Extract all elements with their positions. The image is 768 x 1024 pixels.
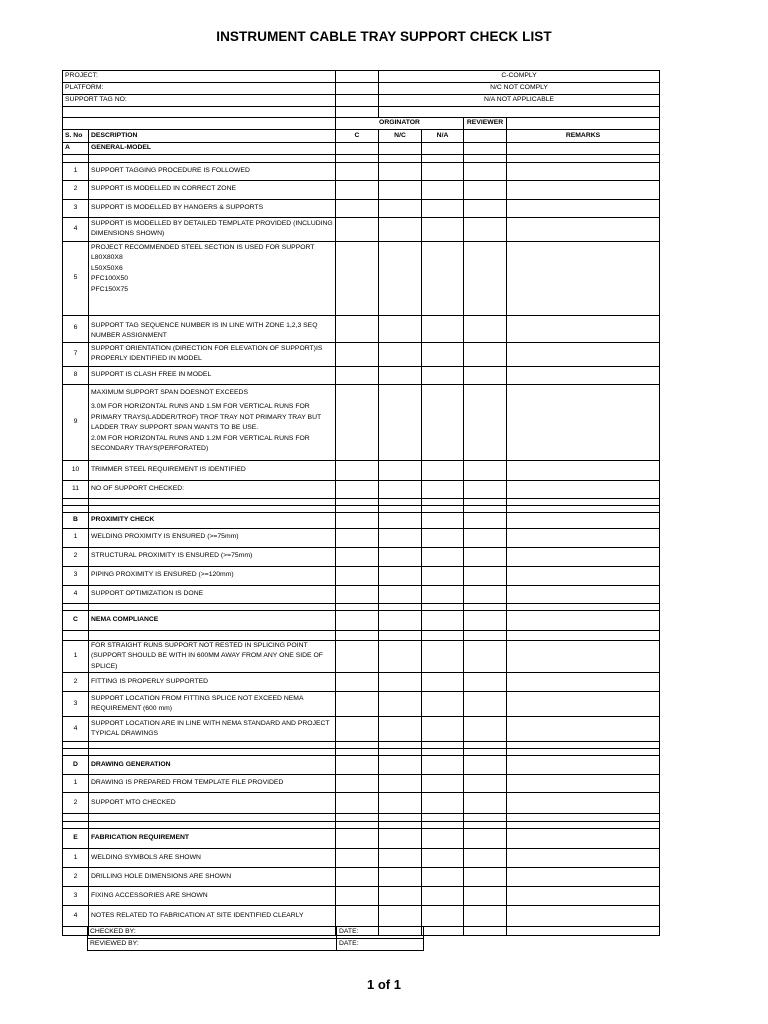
check-cell-nc[interactable] (379, 585, 422, 603)
remarks-cell[interactable] (507, 241, 660, 315)
reviewer-cell[interactable] (464, 315, 507, 342)
page-title: INSTRUMENT CABLE TRAY SUPPORT CHECK LIST (216, 29, 552, 44)
item-description: NO OF SUPPORT CHECKED: (89, 480, 336, 498)
check-cell-c[interactable] (336, 528, 379, 547)
check-cell-nc[interactable] (379, 547, 422, 566)
check-cell-na[interactable] (422, 217, 464, 241)
check-cell-na[interactable] (422, 315, 464, 342)
reviewer-cell[interactable] (464, 868, 507, 887)
col-sno-header: S. No (63, 130, 89, 143)
reviewer-cell[interactable] (464, 692, 507, 717)
col-na-header: N/A (422, 130, 464, 143)
legend-comply: C-COMPLY (379, 71, 660, 83)
item-description: SUPPORT LOCATION ARE IN LINE WITH NEMA STANDARD AND PROJECT TYPICAL DRAWINGS (89, 717, 336, 742)
table-row: 4 SUPPORT LOCATION ARE IN LINE WITH NEMA STANDARD AND PROJECT TYPICAL DRAWINGS (63, 717, 660, 742)
check-cell-na[interactable] (422, 480, 464, 498)
check-cell-c[interactable] (336, 199, 379, 217)
check-cell-nc[interactable] (379, 640, 422, 673)
page-number: 1 of 1 (367, 977, 401, 992)
support-tag-label: SUPPORT TAG NO: (63, 95, 336, 107)
section-header-c (63, 610, 660, 630)
item-description: FIXING ACCESSORIES ARE SHOWN (89, 887, 336, 906)
check-cell-na[interactable] (422, 366, 464, 384)
table-row: 1 WELDING PROXIMITY IS ENSURED (>=75mm) (63, 528, 660, 547)
span-limit-secondary: 2.0M FOR HORIZONTAL RUNS AND 1.2M FOR VERTICAL RUNS FOR SECONDARY TRAYS(PERFORATED) (91, 434, 310, 452)
item-description: SUPPORT IS MODELLED BY HANGERS & SUPPORTS (89, 199, 336, 217)
check-cell-nc[interactable] (379, 342, 422, 366)
remarks-cell[interactable] (507, 673, 660, 692)
item-description: SUPPORT IS CLASH FREE IN MODEL (89, 366, 336, 384)
item-description: SUPPORT IS MODELLED BY DETAILED TEMPLATE PROVIDED (INCLUDING DIMENSIONS SHOWN) (89, 217, 336, 241)
reviewer-cell[interactable] (464, 162, 507, 180)
remarks-cell[interactable] (507, 717, 660, 742)
section-title: NEMA COMPLIANCE (89, 610, 336, 630)
originator-header: ORGINATOR (336, 118, 464, 130)
check-cell-nc[interactable] (379, 775, 422, 793)
table-row: 6 SUPPORT TAG SEQUENCE NUMBER IS IN LINE WITH ZONE 1,2,3 SEQ NUMBER ASSIGNMENT (63, 315, 660, 342)
item-description: SUPPORT OPTIMIZATION IS DONE (89, 585, 336, 603)
check-cell-na[interactable] (422, 692, 464, 717)
item-description: WELDING SYMBOLS ARE SHOWN (89, 849, 336, 868)
span-limit-primary: 3.0M FOR HORIZONTAL RUNS AND 1.5M FOR VERTICAL RUNS FOR PRIMARY TRAYS(LADDER/TROF) TROF TRAY NOT PRIMARY TRAY BUT LADDER TRAY SUPPORT SPAN WANTS TO BE USE. (91, 403, 322, 431)
check-cell-c[interactable] (336, 241, 379, 315)
item-description: MAXIMUM SUPPORT SPAN DOESNOT EXCEEDS 3.0M FOR HORIZONTAL RUNS AND 1.5M FOR VERTICAL RUNS FOR PRIMARY TRAYS(LADDER/TROF) TROF TRAY NOT PRIMARY TRAY BUT LADDER TRAY SUPPORT SPAN WANTS TO BE USE. 2.0M FOR HORIZONTAL RUNS AND 1.2M FOR VERTICAL RUNS FOR SECONDARY TRAYS(PERFORATED) (89, 384, 336, 460)
reviewer-cell[interactable] (464, 673, 507, 692)
steel-section-item: PFC100X50 (91, 275, 129, 282)
remarks-cell[interactable] (507, 199, 660, 217)
check-cell-na[interactable] (422, 868, 464, 887)
check-cell-nc[interactable] (379, 673, 422, 692)
section-header-d (63, 756, 660, 775)
item-description: SUPPORT IS MODELLED IN CORRECT ZONE (89, 180, 336, 199)
reviewer-cell[interactable] (464, 460, 507, 480)
reviewer-cell[interactable] (464, 480, 507, 498)
section-letter: D (63, 756, 89, 775)
section-letter: E (63, 829, 89, 849)
col-nc-header: N/C (379, 130, 422, 143)
table-row: 9 MAXIMUM SUPPORT SPAN DOESNOT EXCEEDS 3.0M FOR HORIZONTAL RUNS AND 1.5M FOR VERTICAL RUNS FOR PRIMARY TRAYS(LADDER/TROF) TROF TRAY NOT PRIMARY TRAY BUT LADDER TRAY SUPPORT SPAN WANTS TO BE USE. 2.0M FOR HORIZONTAL RUNS AND 1.2M FOR VERTICAL RUNS FOR SECONDARY TRAYS(PERFORATED) (63, 384, 660, 460)
section-header-e (63, 829, 660, 849)
section-letter: C (63, 610, 89, 630)
check-cell-na[interactable] (422, 180, 464, 199)
remarks-cell[interactable] (507, 640, 660, 673)
check-cell-c[interactable] (336, 775, 379, 793)
table-row: 1 WELDING SYMBOLS ARE SHOWN (63, 849, 660, 868)
check-cell-na[interactable] (422, 585, 464, 603)
check-cell-c[interactable] (336, 640, 379, 673)
item-description: SUPPORT ORIENTATION (DIRECTION FOR ELEVATION OF SUPPORT)IS PROPERLY IDENTIFIED IN MODEL (89, 342, 336, 366)
platform-value-cell[interactable] (336, 83, 379, 95)
check-cell-na[interactable] (422, 640, 464, 673)
table-row: 4 SUPPORT IS MODELLED BY DETAILED TEMPLATE PROVIDED (INCLUDING DIMENSIONS SHOWN) (63, 217, 660, 241)
table-row: 2 DRILLING HOLE DIMENSIONS ARE SHOWN (63, 868, 660, 887)
reviewer-cell[interactable] (464, 241, 507, 315)
check-cell-na[interactable] (422, 342, 464, 366)
check-cell-nc[interactable] (379, 180, 422, 199)
table-row: 7 SUPPORT ORIENTATION (DIRECTION FOR ELEVATION OF SUPPORT)IS PROPERLY IDENTIFIED IN MODEL (63, 342, 660, 366)
remarks-cell[interactable] (507, 162, 660, 180)
reviewer-cell[interactable] (464, 180, 507, 199)
col-description-header: DESCRIPTION (89, 130, 336, 143)
check-cell-nc[interactable] (379, 217, 422, 241)
table-row: 3 SUPPORT IS MODELLED BY HANGERS & SUPPORTS (63, 199, 660, 217)
table-row: 2 FITTING IS PROPERLY SUPPORTED (63, 673, 660, 692)
item-description: FITTING IS PROPERLY SUPPORTED (89, 673, 336, 692)
check-cell-na[interactable] (422, 241, 464, 315)
remarks-cell[interactable] (507, 906, 660, 927)
check-cell-c[interactable] (336, 162, 379, 180)
remarks-cell[interactable] (507, 460, 660, 480)
project-label: PROJECT: (63, 71, 336, 83)
check-cell-c[interactable] (336, 366, 379, 384)
reviewer-cell[interactable] (464, 547, 507, 566)
remarks-cell[interactable] (507, 342, 660, 366)
item-description: SUPPORT TAG SEQUENCE NUMBER IS IN LINE WITH ZONE 1,2,3 SEQ NUMBER ASSIGNMENT (89, 315, 336, 342)
check-cell-nc[interactable] (379, 566, 422, 585)
reviewer-header: REVIEWER (464, 118, 507, 130)
reviewed-by-label: REVIEWED BY: (88, 939, 337, 951)
remarks-cell[interactable] (507, 366, 660, 384)
check-cell-na[interactable] (422, 162, 464, 180)
remarks-cell[interactable] (507, 528, 660, 547)
reviewer-cell[interactable] (464, 775, 507, 793)
check-cell-nc[interactable] (379, 887, 422, 906)
table-row: 4 SUPPORT OPTIMIZATION IS DONE (63, 585, 660, 603)
checked-date-label: DATE: (337, 927, 424, 939)
reviewer-cell[interactable] (464, 528, 507, 547)
check-cell-na[interactable] (422, 887, 464, 906)
table-row: 11 NO OF SUPPORT CHECKED: (63, 480, 660, 498)
steel-section-item: L80X80X8 (91, 254, 123, 261)
reviewer-cell[interactable] (464, 640, 507, 673)
remarks-cell[interactable] (507, 585, 660, 603)
check-cell-c[interactable] (336, 887, 379, 906)
col-remarks-header: REMARKS (507, 130, 660, 143)
check-cell-nc[interactable] (379, 528, 422, 547)
item-description: PIPING PROXIMITY IS ENSURED (>=120mm) (89, 566, 336, 585)
remarks-cell[interactable] (507, 793, 660, 814)
check-cell-c[interactable] (336, 547, 379, 566)
item-description: PROJECT RECOMMENDED STEEL SECTION IS USED FOR SUPPORT L80X80X8 L50X50X6 PFC100X50 PFC150X75 (89, 241, 336, 315)
check-cell-nc[interactable] (379, 366, 422, 384)
steel-section-item: PFC150X75 (91, 285, 129, 293)
reviewed-date-label: DATE: (337, 939, 424, 951)
check-cell-na[interactable] (422, 673, 464, 692)
check-cell-nc[interactable] (379, 241, 422, 315)
check-cell-c[interactable] (336, 315, 379, 342)
check-cell-nc[interactable] (379, 692, 422, 717)
col-c-header: C (336, 130, 379, 143)
remarks-cell[interactable] (507, 315, 660, 342)
reviewer-cell[interactable] (464, 342, 507, 366)
checklist-sheet (62, 70, 659, 936)
table-row: 8 SUPPORT IS CLASH FREE IN MODEL (63, 366, 660, 384)
check-cell-na[interactable] (422, 199, 464, 217)
remarks-cell[interactable] (507, 180, 660, 199)
table-row: 2 SUPPORT IS MODELLED IN CORRECT ZONE (63, 180, 660, 199)
check-cell-nc[interactable] (379, 460, 422, 480)
item-description: TRIMMER STEEL REQUIREMENT IS IDENTIFIED (89, 460, 336, 480)
section-letter: B (63, 512, 89, 528)
table-row: 4 NOTES RELATED TO FABRICATION AT SITE IDENTIFIED CLEARLY (63, 906, 660, 927)
check-cell-nc[interactable] (379, 793, 422, 814)
remarks-cell[interactable] (507, 775, 660, 793)
remarks-cell[interactable] (507, 887, 660, 906)
check-cell-c[interactable] (336, 849, 379, 868)
check-cell-c[interactable] (336, 692, 379, 717)
section-title: GENERAL-MODEL (89, 143, 336, 155)
check-cell-na[interactable] (422, 775, 464, 793)
section-title: PROXIMITY CHECK (89, 512, 336, 528)
section-title: FABRICATION REQUIREMENT (89, 829, 336, 849)
table-row: 10 TRIMMER STEEL REQUIREMENT IS IDENTIFIED (63, 460, 660, 480)
item-description: NOTES RELATED TO FABRICATION AT SITE IDENTIFIED CLEARLY (89, 906, 336, 927)
remarks-cell[interactable] (507, 480, 660, 498)
remarks-cell[interactable] (507, 384, 660, 460)
check-cell-na[interactable] (422, 547, 464, 566)
checked-by-label: CHECKED BY: (88, 927, 337, 939)
table-row: 3 FIXING ACCESSORIES ARE SHOWN (63, 887, 660, 906)
check-cell-c[interactable] (336, 480, 379, 498)
check-cell-c[interactable] (336, 180, 379, 199)
check-cell-nc[interactable] (379, 868, 422, 887)
check-cell-na[interactable] (422, 528, 464, 547)
check-cell-c[interactable] (336, 717, 379, 742)
remarks-cell[interactable] (507, 692, 660, 717)
platform-label: PLATFORM: (63, 83, 336, 95)
item-description: WELDING PROXIMITY IS ENSURED (>=75mm) (89, 528, 336, 547)
reviewer-cell[interactable] (464, 849, 507, 868)
table-row: 1 SUPPORT TAGGING PROCEDURE IS FOLLOWED (63, 162, 660, 180)
check-cell-na[interactable] (422, 849, 464, 868)
table-row: 3 SUPPORT LOCATION FROM FITTING SPLICE NOT EXCEED NEMA REQUIREMENT (600 mm) (63, 692, 660, 717)
signoff-table (87, 926, 424, 951)
table-row: 1 FOR STRAIGHT RUNS SUPPORT NOT RESTED IN SPLICING POINT (SUPPORT SHOULD BE WITH IN 600MM AWAY FROM ANY ONE SIDE OF SPLICE) (63, 640, 660, 673)
project-value-cell[interactable] (336, 71, 379, 83)
check-cell-c[interactable] (336, 906, 379, 927)
table-row: 2 SUPPORT MTO CHECKED (63, 793, 660, 814)
check-cell-c[interactable] (336, 342, 379, 366)
item-description: SUPPORT MTO CHECKED (89, 793, 336, 814)
check-cell-nc[interactable] (379, 162, 422, 180)
check-cell-c[interactable] (336, 793, 379, 814)
item-description: FOR STRAIGHT RUNS SUPPORT NOT RESTED IN SPLICING POINT (SUPPORT SHOULD BE WITH IN 600MM AWAY FROM ANY ONE SIDE OF SPLICE) (89, 640, 336, 673)
check-cell-c[interactable] (336, 585, 379, 603)
table-row: 2 STRUCTURAL PROXIMITY IS ENSURED (>=75mm) (63, 547, 660, 566)
reviewer-cell[interactable] (464, 566, 507, 585)
check-cell-c[interactable] (336, 673, 379, 692)
table-row: 3 PIPING PROXIMITY IS ENSURED (>=120mm) (63, 566, 660, 585)
check-cell-c[interactable] (336, 460, 379, 480)
reviewer-cell[interactable] (464, 793, 507, 814)
check-cell-na[interactable] (422, 906, 464, 927)
check-cell-na[interactable] (422, 460, 464, 480)
table-row: 1 DRAWING IS PREPARED FROM TEMPLATE FILE PROVIDED (63, 775, 660, 793)
check-cell-nc[interactable] (379, 849, 422, 868)
item-description: SUPPORT LOCATION FROM FITTING SPLICE NOT EXCEED NEMA REQUIREMENT (600 mm) (89, 692, 336, 717)
section-header-a (63, 143, 660, 155)
reviewer-cell[interactable] (464, 717, 507, 742)
legend-not-applicable: N/A NOT APPLICABLE (379, 95, 660, 107)
remarks-cell[interactable] (507, 566, 660, 585)
item-description: DRAWING IS PREPARED FROM TEMPLATE FILE PROVIDED (89, 775, 336, 793)
remarks-cell[interactable] (507, 849, 660, 868)
check-cell-na[interactable] (422, 793, 464, 814)
check-cell-c[interactable] (336, 384, 379, 460)
section-letter: A (63, 143, 89, 155)
check-cell-c[interactable] (336, 868, 379, 887)
check-cell-nc[interactable] (379, 199, 422, 217)
reviewer-cell[interactable] (464, 585, 507, 603)
table-row: 5 PROJECT RECOMMENDED STEEL SECTION IS USED FOR SUPPORT L80X80X8 L50X50X6 PFC100X50 PFC150X75 (63, 241, 660, 315)
steel-section-item: L50X50X6 (91, 264, 123, 272)
reviewer-cell[interactable] (464, 366, 507, 384)
check-cell-c[interactable] (336, 217, 379, 241)
item-description: SUPPORT TAGGING PROCEDURE IS FOLLOWED (89, 162, 336, 180)
reviewer-cell[interactable] (464, 217, 507, 241)
reviewer-cell[interactable] (464, 906, 507, 927)
item-description: DRILLING HOLE DIMENSIONS ARE SHOWN (89, 868, 336, 887)
check-cell-nc[interactable] (379, 315, 422, 342)
check-cell-nc[interactable] (379, 480, 422, 498)
checklist-table (62, 70, 660, 936)
check-cell-c[interactable] (336, 566, 379, 585)
support-tag-value-cell[interactable] (336, 95, 379, 107)
check-cell-na[interactable] (422, 384, 464, 460)
reviewer-cell[interactable] (464, 887, 507, 906)
check-cell-nc[interactable] (379, 906, 422, 927)
legend-not-comply: N/C NOT COMPLY (379, 83, 660, 95)
remarks-cell[interactable] (507, 547, 660, 566)
remarks-cell[interactable] (507, 868, 660, 887)
check-cell-nc[interactable] (379, 384, 422, 460)
reviewer-cell[interactable] (464, 199, 507, 217)
check-cell-na[interactable] (422, 717, 464, 742)
check-cell-na[interactable] (422, 566, 464, 585)
section-title: DRAWING GENERATION (89, 756, 336, 775)
remarks-cell[interactable] (507, 217, 660, 241)
check-cell-nc[interactable] (379, 717, 422, 742)
item-description: STRUCTURAL PROXIMITY IS ENSURED (>=75mm) (89, 547, 336, 566)
reviewer-cell[interactable] (464, 384, 507, 460)
section-header-b (63, 512, 660, 528)
